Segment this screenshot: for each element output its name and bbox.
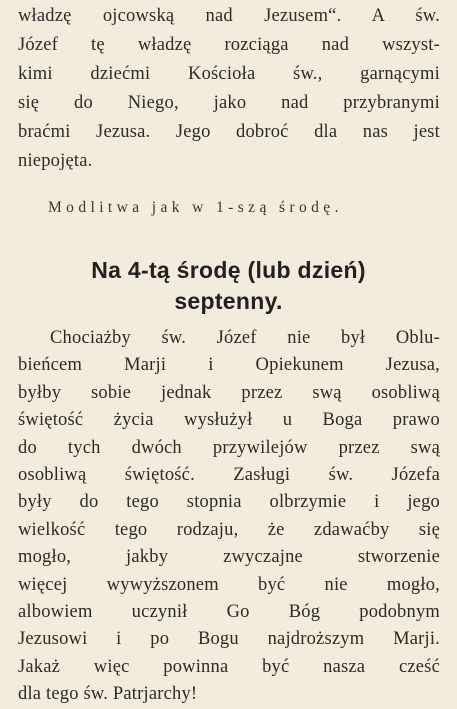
text-line: byłby sobie jednak przez swą osobliwą (18, 382, 440, 403)
text-line: mogło, jakby zwyczajne stworzenie (18, 547, 440, 568)
text-line: władzę ojcowską nad Jezusem“. A św. (18, 6, 440, 26)
text-line: się do Niego, jako nad przybranymi (18, 93, 440, 113)
text-line: świętość życia wysłużył u Boga prawo (18, 410, 440, 431)
text-line: więcej wywyższonem być nie mogło, (18, 574, 440, 595)
text-line: dla tego św. Patrjarchy! (18, 684, 198, 705)
prayer-rubric: Modlitwa jak w 1-szą środę. (48, 199, 343, 216)
text-line: do tych dwóch przywilejów przez swą (18, 437, 440, 458)
section-heading-line-1: Na 4-tą środę (lub dzień) (91, 257, 366, 283)
section-heading-line-2: septenny. (174, 288, 283, 314)
text-line: osobliwą świętość. Zasługi św. Józefa (18, 465, 440, 485)
text-line: braćmi Jezusa. Jego dobroć dla nas jest (18, 122, 440, 142)
text-line: wielkość tego rodzaju, że zdawaćby się (18, 519, 440, 540)
text-line: Józef tę władzę rozciąga nad wszyst- (18, 35, 440, 55)
text-line: Jezusowi i po Bogu najdroższym Marji. (18, 629, 440, 650)
text-line: były do tego stopnia olbrzymie i jego (18, 492, 440, 513)
text-line: bieńcem Marji i Opiekunem Jezusa, (18, 355, 440, 376)
text-line: niepojęta. (18, 151, 93, 171)
text-line: Jakaż więc powinna być nasza cześć (18, 656, 440, 677)
text-line: albowiem uczynił Go Bóg podobnym (18, 602, 440, 622)
text-line: Chociażby św. Józef nie był Oblu- (50, 328, 440, 348)
text-line: kimi dziećmi Kościoła św., garnącymi (18, 64, 440, 84)
